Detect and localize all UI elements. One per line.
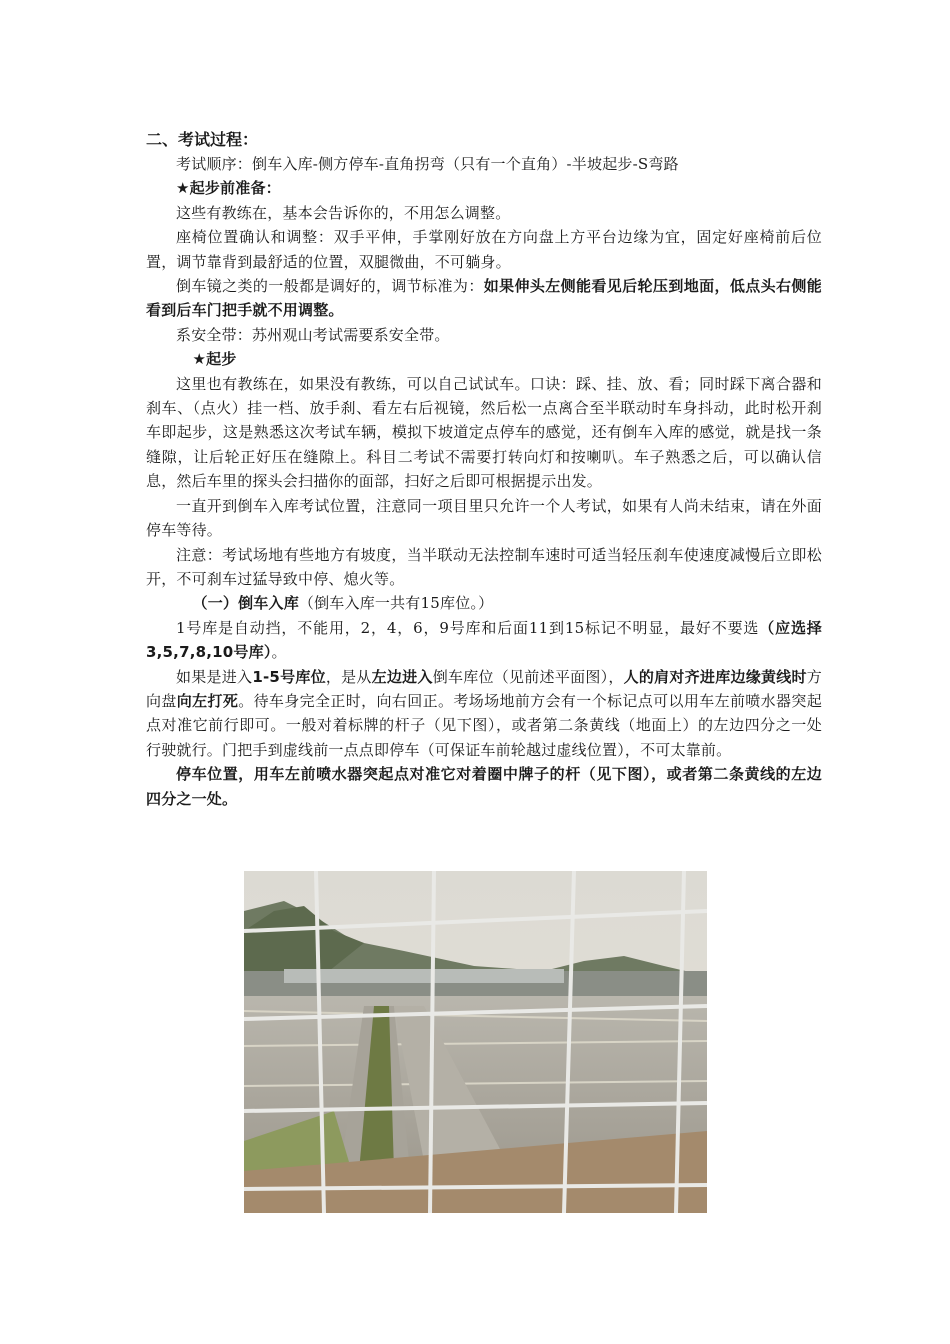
part1-paragraph-3 xyxy=(146,762,822,811)
p2-c: ，是从 xyxy=(325,667,372,686)
mirror-normal-text: 倒车镜之类的一般都是调好的，调节标准为： xyxy=(176,277,484,296)
part1-heading-normal: （倒车入库一共有15库位。） xyxy=(298,594,494,613)
p2-f: 人的肩对齐进库边缘黄线时 xyxy=(623,667,807,686)
part1-p1-bold: （应选择3,5,7,8,10号库） xyxy=(146,618,822,662)
mirror-paragraph xyxy=(146,274,822,323)
part1-paragraph-2 xyxy=(146,665,822,763)
start-heading-text: ★起步 xyxy=(192,350,237,369)
start-paragraph-1: 这里也有教练在，如果没有教练，可以自己试试车。口诀：踩、挂、放、看；同时踩下离合器和刹车、（点火）挂一档、放手刹、看左右后视镜，然后松一点离合至半联动时车身抖动，此时松开刹车即起步，这是熟悉这次考试车辆，模拟下坡道定点停车的感觉，还有倒车入库的感觉，就是找一条缝隙，让后轮正好压在缝隙上。科目二考试不需要打转向灯和按喇叭。车子熟悉之后，可以确认信息，然后车里的探头会扫描你的面部，扫好之后即可根据提示出发。 xyxy=(146,374,822,491)
document-body xyxy=(146,128,822,811)
exam-field-photo-svg xyxy=(244,871,707,1213)
start-paragraph-2: 一直开到倒车入库考试位置，注意同一项目里只允许一个人考试，如果有人尚未结束，请在外面停车等待。 xyxy=(146,496,822,540)
start-paragraph-3: 注意：考试场地有些地方有坡度，当半联动无法控制车速时可适当轻压刹车使速度减慢后立即松开，不可刹车过猛导致中停、熄火等。 xyxy=(146,545,822,588)
section-title: 二、考试过程： xyxy=(146,130,259,149)
p2-e: 倒车库位（见前述平面图）， xyxy=(432,667,624,686)
part1-p1-end: 。 xyxy=(271,643,287,662)
p2-h: 向左打死 xyxy=(176,691,239,710)
prep-heading-text: ★起步前准备： xyxy=(176,179,281,198)
prep-heading xyxy=(146,176,822,200)
exam-field-photo xyxy=(244,871,707,1213)
p2-d: 左边进入 xyxy=(371,667,433,686)
exam-order: 考试顺序：倒车入库-侧方停车-直角拐弯（只有一个直角）-半坡起步-S弯路 xyxy=(176,155,679,173)
part1-p1-normal: 1号库是自动挡，不能用，2，4，6，9号库和后面11到15标记不明显，最好不要选 xyxy=(176,618,760,637)
p2-i: 。待车身完全正时，向右回正。考场场地前方会有一个标记点可以用车左前喷水器突起点对准它前行即可。一般对着标牌的杆子（见下图），或者第二条黄线（地面上）的左边四分之一处行驶就行。门把手到虚线前一点点即停车（可保证车前轮越过虚线位置），不可太靠前。 xyxy=(146,691,822,759)
building-roof xyxy=(284,969,564,983)
p2-g: 方向盘 xyxy=(146,667,822,710)
mirror-bold-text: 如果伸头左侧能看见后轮压到地面，低点头右侧能看到后车门把手就不用调整。 xyxy=(146,277,822,320)
p2-b: 1-5号库位 xyxy=(252,667,326,686)
start-heading xyxy=(146,347,822,371)
part1-paragraph-1 xyxy=(146,616,822,665)
p2-a: 如果是进入 xyxy=(176,667,253,686)
seatbelt-paragraph: 系安全带：苏州观山考试需要系安全带。 xyxy=(176,325,450,344)
p3-bold: 停车位置，用车左前喷水器突起点对准它对着圈中牌子的杆（见下图），或者第二条黄线的左边四分之一处。 xyxy=(146,765,822,808)
part1-heading-bold: （一）倒车入库 xyxy=(192,594,299,613)
part1-heading xyxy=(146,591,822,615)
prep-paragraph-2: 座椅位置确认和调整：双手平伸，手掌刚好放在方向盘上方平台边缘为宜，固定好座椅前后位置，调节靠背到最舒适的位置，双腿微曲，不可躺身。 xyxy=(146,228,822,271)
prep-paragraph-1: 这些有教练在，基本会告诉你的，不用怎么调整。 xyxy=(176,203,511,222)
